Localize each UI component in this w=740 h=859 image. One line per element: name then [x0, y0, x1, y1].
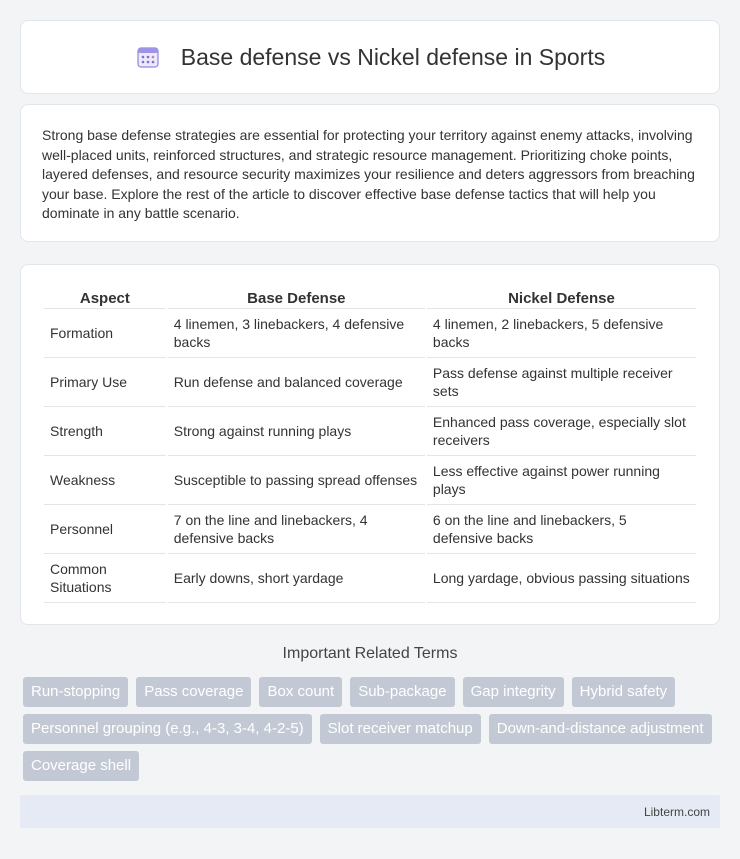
term-tag[interactable]: Box count: [259, 677, 342, 707]
cell-nickel: Pass defense against multiple receiver sets: [427, 358, 696, 407]
cell-nickel: Less effective against power running plays: [427, 456, 696, 505]
cell-aspect: Primary Use: [44, 358, 166, 407]
cell-base: Strong against running plays: [168, 407, 425, 456]
term-tag[interactable]: Slot receiver matchup: [320, 714, 481, 744]
table-header-row: [44, 285, 696, 309]
cell-nickel: Enhanced pass coverage, especially slot receivers: [427, 407, 696, 456]
cell-aspect: Formation: [44, 309, 166, 358]
header-base-defense: Base Defense: [168, 285, 425, 309]
cell-base: Susceptible to passing spread offenses: [168, 456, 425, 505]
table-row: [44, 309, 696, 358]
term-tag[interactable]: Gap integrity: [463, 677, 564, 707]
calendar-icon: [135, 44, 161, 70]
footer-brand-link[interactable]: Libterm.com: [643, 804, 710, 819]
header-card: [20, 20, 720, 94]
related-terms-title: Important Related Terms: [282, 645, 458, 662]
term-tag[interactable]: Hybrid safety: [572, 677, 676, 707]
term-tag[interactable]: Run-stopping: [23, 677, 128, 707]
cell-base: 7 on the line and linebackers, 4 defensive backs: [168, 505, 425, 554]
cell-aspect: Personnel: [44, 505, 166, 554]
header-aspect: Aspect: [44, 285, 166, 309]
table-row: [44, 358, 696, 407]
title-wrap: [135, 44, 605, 71]
term-tag[interactable]: Down-and-distance adjustment: [489, 714, 712, 744]
intro-card: [20, 104, 720, 242]
page-title: Base defense vs Nickel defense in Sports: [180, 43, 606, 70]
cell-nickel: 4 linemen, 2 linebackers, 5 defensive backs: [427, 309, 696, 358]
cell-nickel: Long yardage, obvious passing situations: [427, 554, 696, 603]
comparison-table: [42, 285, 698, 603]
term-tag[interactable]: Personnel grouping (e.g., 4-3, 3-4, 4-2-5): [23, 714, 312, 744]
term-tag[interactable]: Pass coverage: [136, 677, 251, 707]
comparison-card: [20, 264, 720, 625]
intro-paragraph: Strong base defense strategies are essential for protecting your territory against enemy attacks, involving well-placed units, reinforced structures, and strategic resource management. Prioritizing choke points, layered defenses, and resource security maximizes your resilience and deters aggressors from breaching your base. Explore the rest of the article to discover effective base defense tactics that will help you dominate in any battle scenario.: [42, 127, 695, 221]
cell-base: 4 linemen, 3 linebackers, 4 defensive backs: [168, 309, 425, 358]
cell-nickel: 6 on the line and linebackers, 5 defensive backs: [427, 505, 696, 554]
cell-base: Early downs, short yardage: [168, 554, 425, 603]
table-row: [44, 456, 696, 505]
table-row: [44, 554, 696, 603]
table-row: [44, 407, 696, 456]
table-row: [44, 505, 696, 554]
cell-aspect: Common Situations: [44, 554, 166, 603]
cell-base: Run defense and balanced coverage: [168, 358, 425, 407]
term-tag[interactable]: Coverage shell: [23, 751, 139, 781]
header-nickel-defense: Nickel Defense: [427, 285, 696, 309]
cell-aspect: Weakness: [44, 456, 166, 505]
term-tag[interactable]: Sub-package: [350, 677, 454, 707]
footer: [20, 795, 720, 828]
cell-aspect: Strength: [44, 407, 166, 456]
related-terms-list: [23, 677, 723, 781]
